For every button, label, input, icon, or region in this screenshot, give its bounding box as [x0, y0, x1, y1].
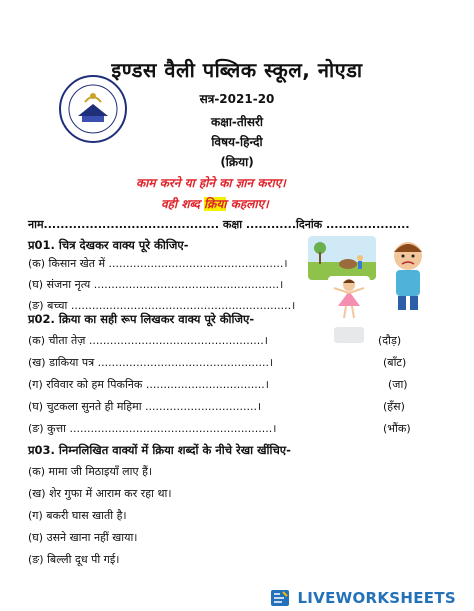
q3-item: (ख) शेर गुफा में आराम कर रहा था। — [28, 487, 172, 500]
highlighted-word: क्रिया — [204, 197, 227, 211]
definition-post: कहलाए। — [226, 197, 269, 211]
q3-item: (ङ) बिल्ली दूध पी गई। — [28, 553, 120, 566]
school-name: इण्डस वैली पब्लिक स्कूल, नोएडा — [111, 58, 363, 82]
topic-label: (क्रिया) — [220, 155, 254, 169]
student-info-line: नाम.......................................... कक्षा ............दिनांक .................... — [28, 218, 410, 231]
question-1-title: प्र01. चित्र देखकर वाक्य पूरे कीजिए- — [28, 238, 189, 252]
q2-hint: (दौड़) — [378, 334, 402, 347]
q3-item: (घ) उसने खाना नहीं खाया। — [28, 531, 138, 544]
q2-hint: (भौंक) — [383, 422, 411, 435]
crying-child-image — [380, 236, 436, 312]
q2-item: (घ) चुटकला सुनते ही महिमा ................................। — [28, 400, 262, 413]
question-3-title: प्र03. निम्नलिखित वाक्यों में क्रिया शब्दों के नीचे रेखा खींचिए- — [28, 443, 291, 457]
dancing-girl-image — [328, 276, 370, 322]
definition-line-2 — [161, 195, 269, 212]
q2-hint: (बाँट) — [383, 356, 407, 369]
q2-item: (ग) रविवार को हम पिकनिक ..................................। — [28, 378, 269, 391]
q2-hint: (हँस) — [383, 400, 405, 413]
subject-label: विषय-हिन्दी — [211, 135, 263, 149]
decorative-cloud-image — [334, 327, 364, 343]
q1-item: (क) किसान खेत में ..................................................। — [28, 257, 288, 270]
liveworksheets-logo-icon — [270, 589, 290, 607]
liveworksheets-brand[interactable]: LIVEWORKSHEETS — [297, 589, 456, 607]
farmer-field-image — [308, 236, 376, 280]
q1-item: (ङ) बच्चा ...............................................................। — [28, 299, 296, 312]
q3-item: (ग) बकरी घास खाती है। — [28, 509, 127, 522]
q2-item: (ख) डाकिया पत्र .................................................। — [28, 356, 274, 369]
q2-item: (ङ) कुत्ता ..........................................................। — [28, 422, 277, 435]
definition-line-1: काम करने या होने का ज्ञान कराए। — [136, 176, 286, 190]
class-label: कक्षा-तीसरी — [211, 115, 263, 129]
q1-item: (घ) संजना नृत्य .....................................................। — [28, 278, 284, 291]
q2-hint: (जा) — [388, 378, 408, 391]
q3-item: (क) मामा जी मिठाइयाँ लाए हैं। — [28, 465, 153, 478]
q2-item: (क) चीता तेज़ ..................................................। — [28, 334, 268, 347]
question-2-title: प्र02. क्रिया का सही रूप लिखकर वाक्य पूरे कीजिए- — [28, 312, 255, 326]
definition-pre: वही शब्द — [161, 197, 205, 211]
session-label: सत्र-2021-20 — [199, 92, 275, 106]
